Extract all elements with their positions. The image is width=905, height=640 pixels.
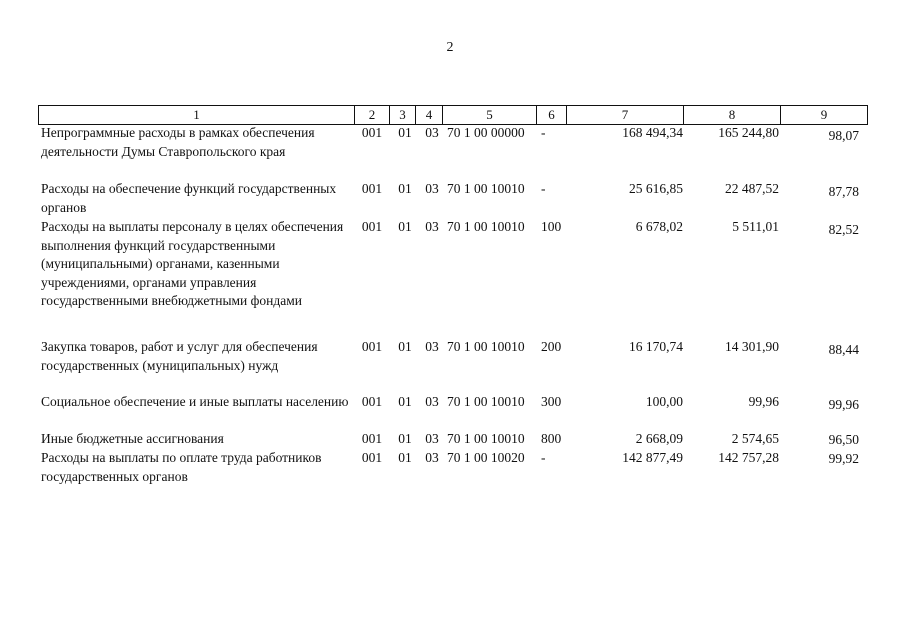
row-col-2: 001 — [361, 450, 383, 465]
header-col-5: 5 — [443, 106, 537, 124]
row-col-7: 25 616,85 — [629, 181, 683, 196]
row-col-8: 2 574,65 — [731, 431, 779, 446]
header-col-1: 1 — [39, 106, 355, 124]
row-col-7: 6 678,02 — [635, 219, 683, 234]
row-col-3: 01 — [398, 181, 412, 196]
row-col-3: 01 — [398, 394, 412, 409]
row-col-3: 01 — [398, 450, 412, 465]
row-name: Расходы на обеспечение функций государственных органов — [41, 181, 337, 215]
row-name: Расходы на выплаты персоналу в целях обеспечения выполнения функций государственными (муниципальными) органами, казенными учреждениями, органами управления государственными внебюджетными фондами — [41, 219, 344, 308]
row-col-4: 03 — [425, 450, 439, 465]
header-col-7: 7 — [567, 106, 684, 124]
row-col-7: 100,00 — [645, 394, 683, 409]
row-col-6: 300 — [541, 394, 562, 409]
row-col-9: 87,78 — [828, 184, 859, 199]
row-col-5: 70 1 00 10010 — [447, 339, 525, 354]
row-col-7: 2 668,09 — [635, 431, 683, 446]
page-number: 2 — [446, 40, 454, 55]
row-col-4: 03 — [425, 219, 439, 234]
row-col-2: 001 — [361, 181, 383, 196]
row-col-7: 16 170,74 — [629, 339, 683, 354]
row-col-4: 03 — [425, 181, 439, 196]
row-col-4: 03 — [425, 125, 439, 140]
row-col-9: 99,92 — [828, 451, 859, 466]
row-col-9: 99,96 — [828, 397, 859, 412]
row-col-8: 5 511,01 — [732, 219, 779, 234]
row-col-6: - — [541, 181, 546, 196]
row-name: Иные бюджетные ассигнования — [41, 431, 224, 446]
row-col-5: 70 1 00 10020 — [447, 450, 525, 465]
row-col-3: 01 — [398, 219, 412, 234]
row-col-2: 001 — [361, 431, 383, 446]
header-col-6: 6 — [537, 106, 567, 124]
row-col-5: 70 1 00 00000 — [447, 125, 525, 140]
row-col-2: 001 — [361, 219, 383, 234]
row-col-9: 96,50 — [828, 432, 859, 447]
row-col-2: 001 — [361, 339, 383, 354]
row-col-6: - — [541, 125, 546, 140]
header-col-8: 8 — [684, 106, 781, 124]
row-col-9: 82,52 — [828, 222, 859, 237]
row-col-5: 70 1 00 10010 — [447, 181, 525, 196]
row-col-8: 142 757,28 — [718, 450, 779, 465]
row-col-8: 22 487,52 — [725, 181, 779, 196]
row-col-4: 03 — [425, 339, 439, 354]
row-col-6: 100 — [541, 219, 562, 234]
header-col-2: 2 — [355, 106, 390, 124]
row-col-5: 70 1 00 10010 — [447, 431, 525, 446]
header-col-3: 3 — [390, 106, 416, 124]
row-col-3: 01 — [398, 125, 412, 140]
row-col-3: 01 — [398, 339, 412, 354]
header-col-9: 9 — [820, 107, 828, 122]
row-col-8: 14 301,90 — [725, 339, 779, 354]
row-col-4: 03 — [425, 394, 439, 409]
row-col-5: 70 1 00 10010 — [447, 394, 525, 409]
row-col-8: 165 244,80 — [718, 125, 779, 140]
row-col-7: 168 494,34 — [622, 125, 683, 140]
row-name: Социальное обеспечение и иные выплаты населению — [41, 394, 349, 409]
row-col-6: - — [541, 450, 546, 465]
row-col-7: 142 877,49 — [622, 450, 683, 465]
row-col-9: 88,44 — [828, 342, 859, 357]
header-col-4: 4 — [416, 106, 443, 124]
row-col-2: 001 — [361, 125, 383, 140]
table-header — [38, 105, 868, 125]
row-name: Закупка товаров, работ и услуг для обеспечения государственных (муниципальных) нужд — [41, 339, 318, 373]
row-col-6: 800 — [541, 431, 562, 446]
row-name: Непрограммные расходы в рамках обеспечения деятельности Думы Ставропольского края — [41, 125, 315, 159]
row-col-3: 01 — [398, 431, 412, 446]
row-name: Расходы на выплаты по оплате труда работников государственных органов — [41, 450, 322, 484]
row-col-4: 03 — [425, 431, 439, 446]
row-col-2: 001 — [361, 394, 383, 409]
row-col-5: 70 1 00 10010 — [447, 219, 525, 234]
row-col-8: 99,96 — [748, 394, 779, 409]
row-col-6: 200 — [541, 339, 562, 354]
row-col-9: 98,07 — [828, 128, 859, 143]
